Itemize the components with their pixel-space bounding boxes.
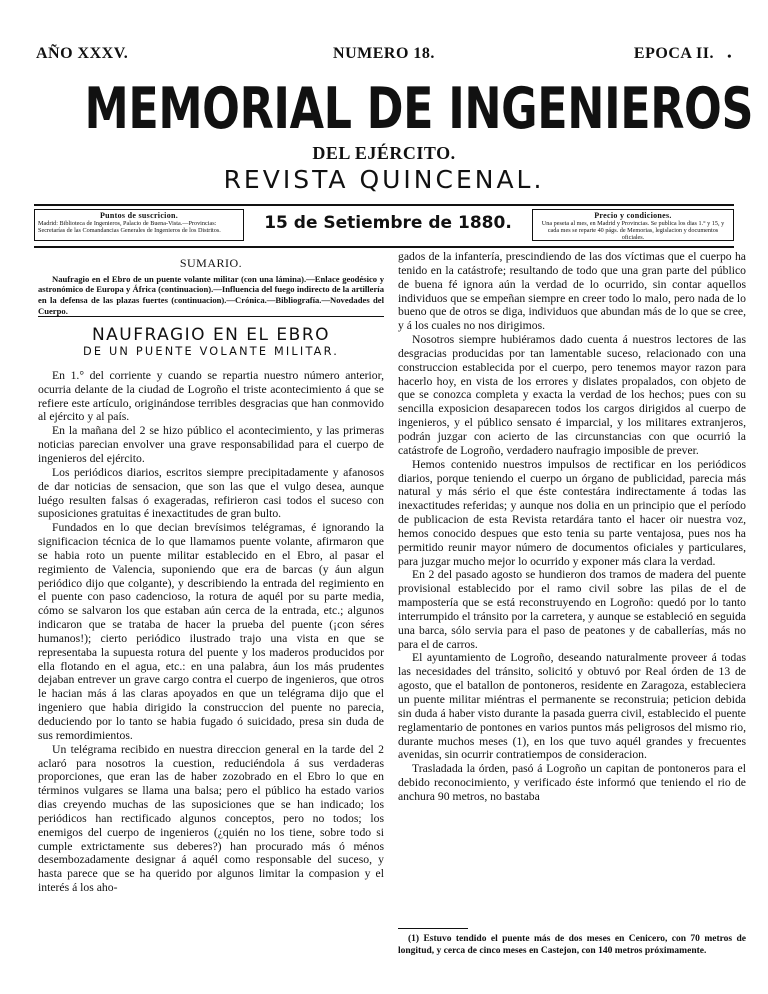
article-paragraph: Los periódicos diarios, escritos siempre precipitadamente y afanosos de dar noticias de sensacion, que son las que el vulgo desea, aunque luégo resulten falsas ó exageradas, refirieron casi todos el suceso con suposiciones gratuitas é inexactitudes de gran bulto. — [38, 465, 384, 521]
margin-dot: • — [727, 49, 732, 63]
article-subtitle: DE UN PUENTE VOLANTE MILITAR. — [82, 345, 340, 359]
article-paragraph: En 1.° del corriente y cuando se repartia nuestro número anterior, ocurria delante de la ciudad de Logroño el triste acontecimiento á que se refiere este artículo, originándose terribles desgracias que han conmovido al ejército y al país. — [38, 368, 384, 424]
section-divider — [38, 316, 384, 317]
subscription-points-heading: Puntos de suscricion. — [99, 211, 179, 220]
price-conditions-box — [532, 209, 734, 241]
article-paragraph: En 2 del pasado agosto se hundieron dos tramos de madera del puente provisional establecido por el ramo civil sobre las pilas de el de mampostería que se está reconstruyendo en Logroño: quedó por lo tanto interrumpido el tránsito por la carretera, y aunque se estableció en seguida una barca, sólo servia para el paso de peatones y de caballerías, más no para el de carros. — [398, 568, 746, 651]
subscription-points-text: Madrid: Biblioteca de Ingenieros, Palacio de Buena-Vista.—Provincias: Secretarías de las Comandancias Generales de Ingenieros de los Distritos. — [38, 220, 221, 235]
right-column — [398, 250, 746, 804]
price-conditions-heading: Precio y condiciones. — [594, 211, 672, 220]
masthead-revista: REVISTA QUINCENAL. — [223, 165, 545, 194]
article-paragraph: Trasladada la órden, pasó á Logroño un capitan de pontoneros para el debido reconocimiento, y verificado éste informó que teniendo el rio de anchura 90 metros, no bastaba — [398, 762, 746, 803]
article-paragraph: Hemos contenido nuestros impulsos de rectificar en los periódicos diarios, porque teniendo el cuerpo un órgano de publicidad, parecia más natural y más sério el que éste contestára indirectamente á todas las inexactitudes referidas; y aunque nos dolia en un principio que el período de publicacion de esta Revista retardára tanto el hacer oir nuestra voz, hemos conocido despues que esto tenia su parte ventajosa, pues nos ha permitido reunir mayor número de documentos oficiales y particulares, para juzgar mucho mejor lo ocurrido y exponer más clara la verdad. — [398, 457, 746, 568]
issue-epoch: EPOCA II. — [633, 45, 714, 62]
issue-year: AÑO XXXV. — [36, 45, 129, 62]
price-conditions-text: Una peseta al mes, en Madrid y Provincias. Se publica los dias 1.° y 15, y cada mes se reparte 40 págs. de Memorias, legislacion y documentos oficiales. — [541, 220, 725, 242]
issue-header-line — [36, 45, 732, 67]
subscription-bar — [34, 204, 734, 248]
masthead-title: MEMORIAL DE INGENIEROS — [84, 76, 754, 142]
left-column — [38, 250, 384, 895]
article-paragraph: gados de la infantería, prescindiendo de las dos víctimas que el cuerpo ha tenido en la catástrofe; resultando de todo que una gran parte del público de buena fé ignora aún la verdad de lo ocurrido, sin contar aquellos individuos que se empeñan siempre en creer todo lo malo, pero nada de lo bueno que de otros se diga, individuos que abundan más de lo que se cree, y á los cuales no nos dirigimos. — [398, 250, 746, 333]
subscription-points-box — [34, 209, 244, 241]
article-title: NAUFRAGIO EN EL EBRO — [91, 325, 331, 346]
issue-date: 15 de Setiembre de 1880. — [264, 213, 512, 233]
sumario-text: Naufragio en el Ebro de un puente volante militar (con una lámina).—Enlace geodésico y astronómico de Europa y África (continuacion).—Influencia del fuego indirecto de la artillería en la defensa de las plazas fuertes (continuacion).—Crónica.—Bibliografía.—Novedades del Cuerpo. — [38, 273, 384, 316]
article-paragraph: Nosotros siempre hubiéramos dado cuenta á nuestros lectores de las desgracias producidas por tan lamentable suceso, relacionado con una construccion establecida por el cuerpo, pero tenemos mayor razon para hacerlo hoy, en vista de los errores y dislates propalados, con objeto de que se conozca completa y exacta la verdad de los hechos; pues con su sencilla exposicion desaparecen todos los cargos dirigidos al cuerpo de ingenieros, y el público sensato é imparcial, y los militares extranjeros, podrán juzgar con acierto de las circunstancias con que ocurrió la catástrofe de Logroño, verdadero naufragio imposible de prever. — [398, 333, 746, 457]
masthead-subtitle: DEL EJÉRCITO. — [312, 143, 456, 163]
article-paragraph: Fundados en lo que decian brevísimos telégramas, é ignorando la significacion técnica de lo que llamamos puente volante, afirmaron que se habia roto un puente militar establecido en el Ebro, al pasar el regimiento de Valencia, suponiendo que era de barcas (y áun algun periódico dijo que colgante), y describiendo la entrada del regimiento en el puente con paso cadencioso, la rotura de aquél por su parte media, cómo se salvaron los que estaban aún cerca de la entrada, etc.; algunos indicaron que se trataba de hacer la prueba del puente (¡con séres humanos!); cierto periódico ilustrado trajo una vista en que se representaba la supuesta rotura del puente y los maderos producidos por ella flotando en el agua, etc.: en una palabra, áun los más prudentes dejaban entrever un grave cargo contra el cuerpo de ingenieros, que otros le hacian más á las claras apoyados en que un telégrama dijo que el ingeniero que habia dirigido la construccion del puente no parecia, deduciendo por lo tanto se habia fugado ó suicidado, presa sin duda de sus remordimientos. — [38, 521, 384, 742]
footnote — [398, 933, 746, 957]
article-paragraph: Un telégrama recibido en nuestra direccion general en la tarde del 2 aclaró para nosotros la cuestion, reduciéndola á sus verdaderas proporciones, que eran las de haber zozobrado en el Ebro lo que en términos vulgares se llama una balsa; pero el público ha estado varios dias creyendo muchas de las suposiciones que se han indicado; los periódicos han rectificado algunos conceptos, pero no todos; los enemigos del cuerpo de ingenieros (¿quién no los tiene, sobre todo si cumple extrictamente sus deberes?) han procurado más ó ménos desembozadamente designar á aquél como responsable del suceso, y hasta parece que se ha querido por algunos limitar la compasion y el interés á los aho- — [38, 742, 384, 895]
issue-number: NUMERO 18. — [333, 45, 435, 62]
footnote-text: (1) Estuvo tendido el puente más de dos meses en Cenicero, con 70 metros de longitud, y cerca de cinco meses en Castejon, con 140 metros próximamente. — [398, 934, 746, 956]
article-paragraph: En la mañana del 2 se hizo público el acontecimiento, y las primeras noticias parecian envolver una grave responsabilidad para el cuerpo de ingenieros del ejército. — [38, 424, 384, 465]
footnote-divider — [398, 928, 468, 929]
sumario-heading: SUMARIO. — [179, 256, 243, 270]
article-paragraph: El ayuntamiento de Logroño, deseando naturalmente proveer á todas las necesidades del tránsito, solicitó y obtuvó por Real órden de 13 de agosto, que el batallon de pontoneros, residente en Zaragoza, estableciera un puente militar miéntras el permanente se reconstruia; peticion debida sin duda á haber visto durante la pasada guerra civil, establecido el puente reglamentario de pontones en varios puntos más peligrosos del mismo rio, durante muchos meses (1), en los que tuvo aquél grandes y frecuentes avenidas, sin ocurrir contratiempos de consideracion. — [398, 651, 746, 762]
